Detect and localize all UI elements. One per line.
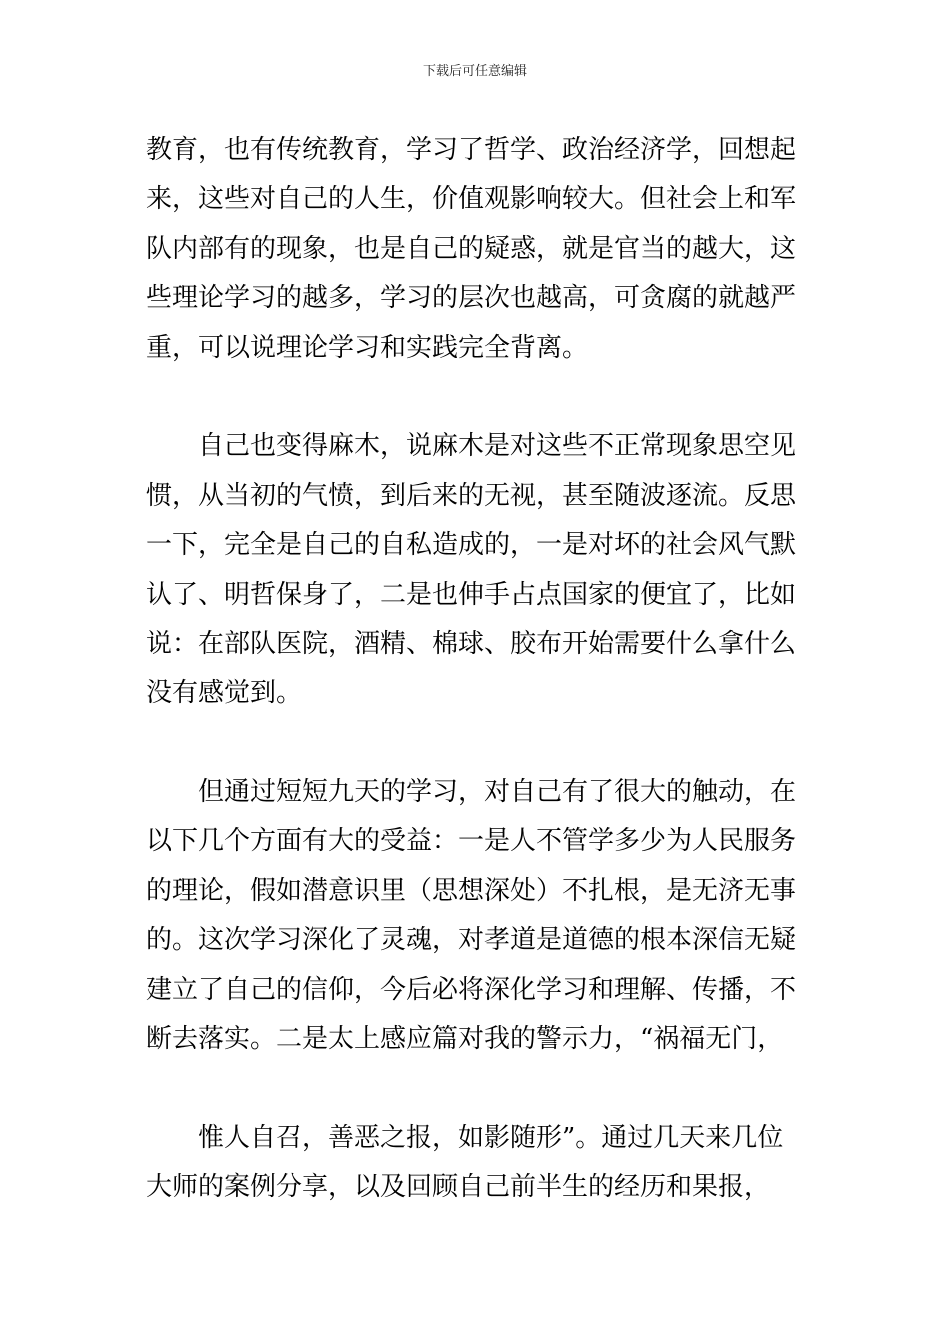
text-line: 自己也变得麻木，说麻木是对这些不正常现象思空见 [146, 431, 797, 462]
text-line: 说：在部队医院，酒精、棉球、胶布开始需要什么拿什么 [146, 628, 797, 659]
document-body [146, 126, 806, 1213]
text-line: 没有感觉到。 [146, 678, 303, 709]
text-line: 建立了自己的信仰，今后必将深化学习和理解、传播，不 [146, 974, 797, 1005]
text-line: 大师的案例分享，以及回顾自己前半生的经历和果报， [146, 1172, 771, 1203]
text-line: 教育，也有传统教育，学习了哲学、政治经济学，回想起 [146, 135, 797, 165]
paragraph-spacer [146, 1064, 806, 1113]
text-line: 认了、明哲保身了，二是也伸手占点国家的便宜了，比如 [146, 579, 797, 610]
text-line: 以下几个方面有大的受益：一是人不管学多少为人民服务 [146, 826, 797, 857]
paragraph-2 [146, 422, 806, 718]
text-line: 惯，从当初的气愤，到后来的无视，甚至随波逐流。反思 [146, 480, 797, 511]
text-line: 断去落实。二是太上感应篇对我的警示力，“祸福无门， [146, 1024, 784, 1055]
paragraph-3 [146, 768, 806, 1064]
text-line: 些理论学习的越多，学习的层次也越高，可贪腐的就越严 [146, 283, 797, 314]
paragraph-4 [146, 1114, 806, 1213]
paragraph-spacer [146, 373, 806, 422]
text-line: 重，可以说理论学习和实践完全背离。 [146, 332, 589, 363]
text-line: 来，这些对自己的人生，价值观影响较大。但社会上和军 [146, 184, 797, 215]
paragraph-spacer [146, 719, 806, 768]
text-line: 的。这次学习深化了灵魂，对孝道是道德的根本深信无疑 [146, 925, 797, 956]
text-line: 但通过短短九天的学习，对自己有了很大的触动，在 [146, 777, 797, 808]
text-line: 惟人自召，善恶之报，如影随形”。通过几天来几位 [146, 1122, 784, 1153]
text-line: 一下，完全是自己的自私造成的，一是对坏的社会风气默 [146, 530, 797, 561]
text-line: 队内部有的现象，也是自己的疑惑，就是官当的越大，这 [146, 233, 797, 264]
text-line: 的理论，假如潜意识里（思想深处）不扎根，是无济无事 [146, 875, 797, 906]
page-header: 下载后可任意编辑 [422, 64, 527, 79]
paragraph-1 [146, 126, 806, 373]
